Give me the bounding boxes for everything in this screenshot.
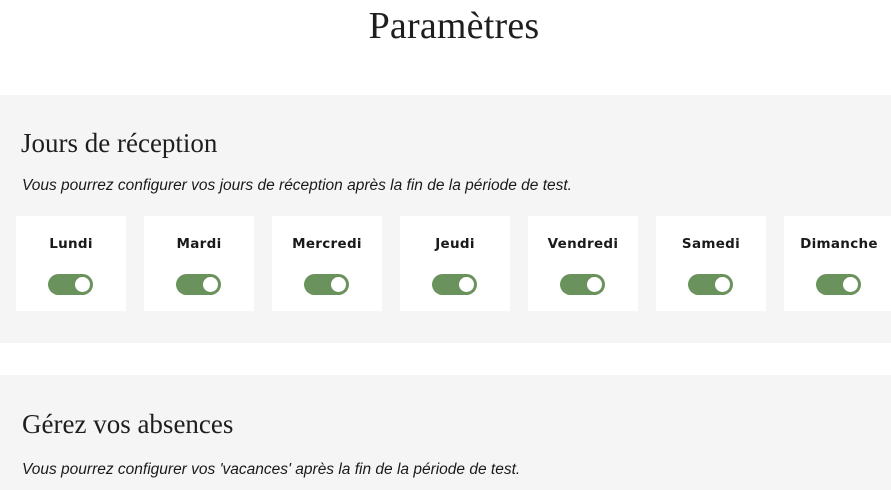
toggle-jeudi[interactable] bbox=[432, 274, 477, 295]
absences-note: Vous pourrez configurer vos 'vacances' après la fin de la période de test. bbox=[22, 461, 521, 478]
toggle-samedi[interactable] bbox=[688, 274, 733, 295]
day-card-vendredi bbox=[528, 216, 638, 311]
day-card-mercredi bbox=[272, 216, 382, 311]
day-label: Jeudi bbox=[435, 236, 475, 252]
day-label: Vendredi bbox=[547, 236, 619, 252]
day-card-jeudi bbox=[400, 216, 510, 311]
day-label: Lundi bbox=[49, 236, 93, 252]
toggle-knob bbox=[331, 277, 346, 292]
absences-title: Gérez vos absences bbox=[22, 409, 234, 439]
day-label: Mercredi bbox=[292, 236, 362, 252]
toggle-knob bbox=[459, 277, 474, 292]
toggle-knob bbox=[843, 277, 858, 292]
toggle-dimanche[interactable] bbox=[816, 274, 861, 295]
toggle-mardi[interactable] bbox=[176, 274, 221, 295]
toggle-lundi[interactable] bbox=[48, 274, 93, 295]
day-label: Samedi bbox=[681, 236, 741, 252]
toggle-knob bbox=[715, 277, 730, 292]
day-card-lundi bbox=[16, 216, 126, 311]
day-label: Dimanche bbox=[800, 236, 878, 252]
day-label: Mardi bbox=[176, 236, 222, 252]
toggle-vendredi[interactable] bbox=[560, 274, 605, 295]
day-card-dimanche bbox=[784, 216, 891, 311]
toggle-knob bbox=[203, 277, 218, 292]
toggle-knob bbox=[587, 277, 602, 292]
day-card-mardi bbox=[144, 216, 254, 311]
page-title: Paramètres bbox=[368, 5, 540, 47]
reception-days-section bbox=[0, 95, 891, 343]
reception-days-title: Jours de réception bbox=[21, 128, 218, 158]
absences-section bbox=[0, 375, 891, 490]
toggle-mercredi[interactable] bbox=[304, 274, 349, 295]
toggle-knob bbox=[75, 277, 90, 292]
reception-days-note: Vous pourrez configurer vos jours de réception après la fin de la période de test. bbox=[22, 177, 572, 194]
day-card-samedi bbox=[656, 216, 766, 311]
